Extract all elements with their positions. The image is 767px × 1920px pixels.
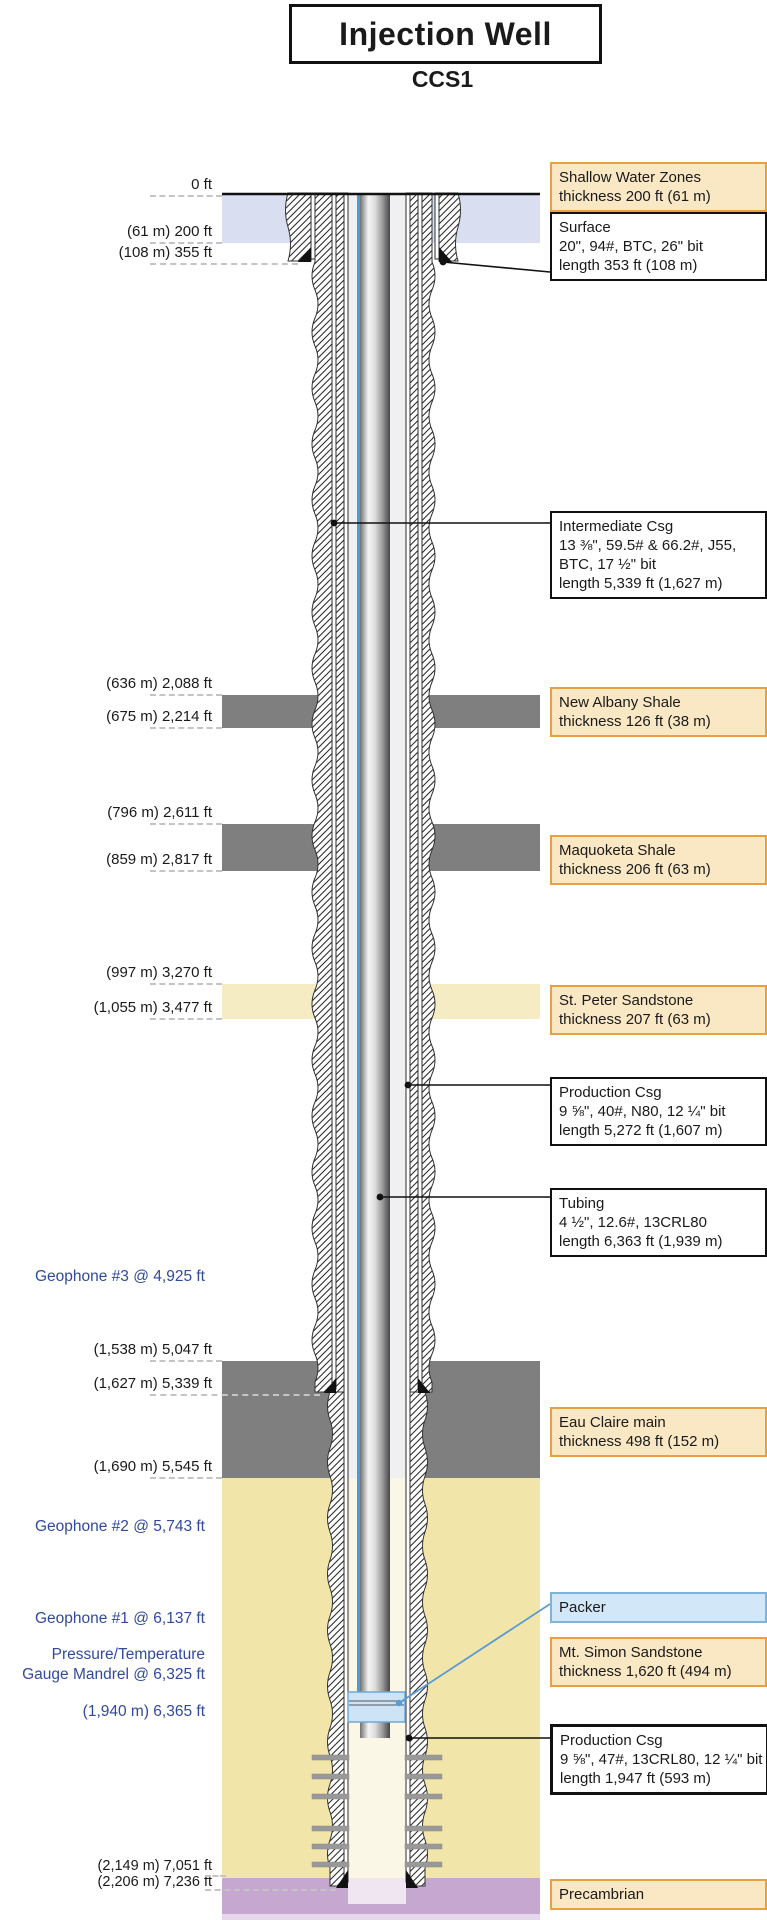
callout-line: thickness 498 ft (152 m)	[559, 1433, 720, 1450]
surface-casing-right	[435, 193, 439, 259]
depth-label-0ft: 0 ft	[191, 176, 212, 193]
dash-2214ft	[150, 727, 222, 729]
callout-intermediate-casing	[550, 511, 767, 599]
dash-5339ft	[150, 1394, 320, 1396]
callout-line: length 353 ft (108 m)	[559, 257, 698, 274]
depth-label-5545ft: (1,690 m) 5,545 ft	[93, 1458, 212, 1475]
callout-precambrian	[550, 1879, 767, 1910]
tubing-fluid-line	[357, 193, 360, 1695]
tubing-string	[360, 193, 390, 1738]
dash-5545ft	[150, 1477, 222, 1479]
callout-line: thickness 1,620 ft (494 m)	[559, 1663, 732, 1680]
callout-production-casing-upper	[550, 1077, 767, 1146]
depth-label-2088ft: (636 m) 2,088 ft	[106, 675, 212, 692]
page-title: Injection Well	[289, 4, 602, 64]
dash-5047ft	[150, 1360, 222, 1362]
callout-line: Shallow Water Zones	[559, 169, 702, 186]
callout-line: Packer	[559, 1599, 606, 1616]
callout-line: New Albany Shale	[559, 694, 681, 711]
dash-0ft	[150, 195, 222, 197]
callout-line: thickness 126 ft (38 m)	[559, 713, 711, 730]
callout-line: Production Csg	[559, 1084, 662, 1101]
callout-maquoketa-shale	[550, 835, 767, 885]
dash-2817ft	[150, 870, 222, 872]
callout-line: 9 ⅝", 40#, N80, 12 ¼" bit	[559, 1103, 726, 1120]
open-hole-below-td	[348, 1878, 406, 1904]
cement-main-left	[312, 193, 345, 1392]
cement-surface-left	[286, 193, 312, 261]
cement-deep-right	[410, 1392, 428, 1886]
intermediate-casing-left	[332, 193, 336, 1389]
packer	[348, 1692, 405, 1722]
geophone-1-label: Geophone #1 @ 6,137 ft	[34, 1610, 205, 1627]
dash-2611ft	[150, 823, 222, 825]
depth-label-2611ft: (796 m) 2,611 ft	[107, 804, 212, 821]
callout-line: Eau Claire main	[559, 1414, 666, 1431]
callout-mt-simon-sandstone	[550, 1637, 767, 1687]
dash-3270ft	[150, 983, 222, 985]
callout-new-albany-shale	[550, 687, 767, 737]
callout-line: thickness 207 ft (63 m)	[559, 1011, 711, 1028]
production-casing-left	[344, 193, 348, 1882]
callout-line: thickness 200 ft (61 m)	[559, 188, 711, 205]
pt-gauge-label-line2: Gauge Mandrel @ 6,325 ft	[22, 1666, 205, 1683]
dash-7051ft	[205, 1875, 226, 1877]
callout-line: Precambrian	[559, 1886, 645, 1903]
dash-2088ft	[150, 694, 222, 696]
callout-line: length 6,363 ft (1,939 m)	[559, 1233, 723, 1250]
surface-casing-left	[311, 193, 315, 259]
callout-line: Production Csg	[560, 1732, 663, 1749]
callout-line: length 5,339 ft (1,627 m)	[559, 575, 723, 592]
callout-tubing	[550, 1188, 767, 1257]
callout-line: 13 ⅜", 59.5# & 66.2#, J55,	[559, 537, 737, 554]
geophone-3-label: Geophone #3 @ 4,925 ft	[34, 1268, 205, 1285]
cement-deep-left	[328, 1392, 346, 1886]
callout-surface-casing	[550, 212, 767, 281]
depth-label-7236ft: (2,206 m) 7,236 ft	[97, 1874, 212, 1890]
depth-label-200ft: (61 m) 200 ft	[126, 223, 212, 240]
depth-label-3477ft: (1,055 m) 3,477 ft	[93, 999, 212, 1016]
well-name: CCS1	[411, 66, 474, 92]
callout-shallow-water-zones	[550, 162, 767, 212]
depth-label-2817ft: (859 m) 2,817 ft	[106, 851, 212, 868]
dash-3477ft	[150, 1018, 222, 1020]
depth-label-5047ft: (1,538 m) 5,047 ft	[93, 1341, 212, 1358]
depth-label-6365ft: (1,940 m) 6,365 ft	[82, 1703, 205, 1720]
depth-label-3270ft: (997 m) 3,270 ft	[106, 964, 212, 981]
pt-gauge-label-line1: Pressure/Temperature	[51, 1646, 205, 1663]
callout-line: length 5,272 ft (1,607 m)	[559, 1122, 723, 1139]
callout-production-casing-lower	[550, 1724, 767, 1795]
production-casing-right	[406, 193, 410, 1882]
callout-line: 20", 94#, BTC, 26" bit	[559, 238, 704, 255]
callout-line: Maquoketa Shale	[559, 842, 676, 859]
callout-line: Tubing	[559, 1195, 605, 1212]
depth-label-7051ft: (2,149 m) 7,051 ft	[97, 1858, 212, 1874]
callout-line: St. Peter Sandstone	[559, 992, 694, 1009]
depth-label-355ft: (108 m) 355 ft	[118, 244, 212, 261]
callout-packer	[550, 1592, 767, 1623]
callout-line: 4 ½", 12.6#, 13CRL80	[559, 1214, 707, 1231]
depth-label-2214ft: (675 m) 2,214 ft	[106, 708, 212, 725]
callout-line: thickness 206 ft (63 m)	[559, 861, 711, 878]
dash-7236ft	[205, 1889, 336, 1891]
callout-line: Mt. Simon Sandstone	[559, 1644, 703, 1661]
callout-line: BTC, 17 ½" bit	[559, 556, 657, 573]
callout-line: Surface	[559, 219, 611, 236]
callout-line: 9 ⅝", 47#, 13CRL80, 12 ¼" bit	[560, 1751, 763, 1768]
callout-eau-claire	[550, 1407, 767, 1457]
geophone-2-label: Geophone #2 @ 5,743 ft	[34, 1518, 205, 1535]
callout-st-peter-sandstone	[550, 985, 767, 1035]
callout-line: Intermediate Csg	[559, 518, 674, 535]
callout-line: length 1,947 ft (593 m)	[560, 1770, 711, 1787]
depth-label-5339ft: (1,627 m) 5,339 ft	[93, 1375, 212, 1392]
dash-355ft	[150, 263, 298, 265]
dash-200ft	[150, 242, 222, 244]
intermediate-casing-right	[418, 193, 422, 1389]
